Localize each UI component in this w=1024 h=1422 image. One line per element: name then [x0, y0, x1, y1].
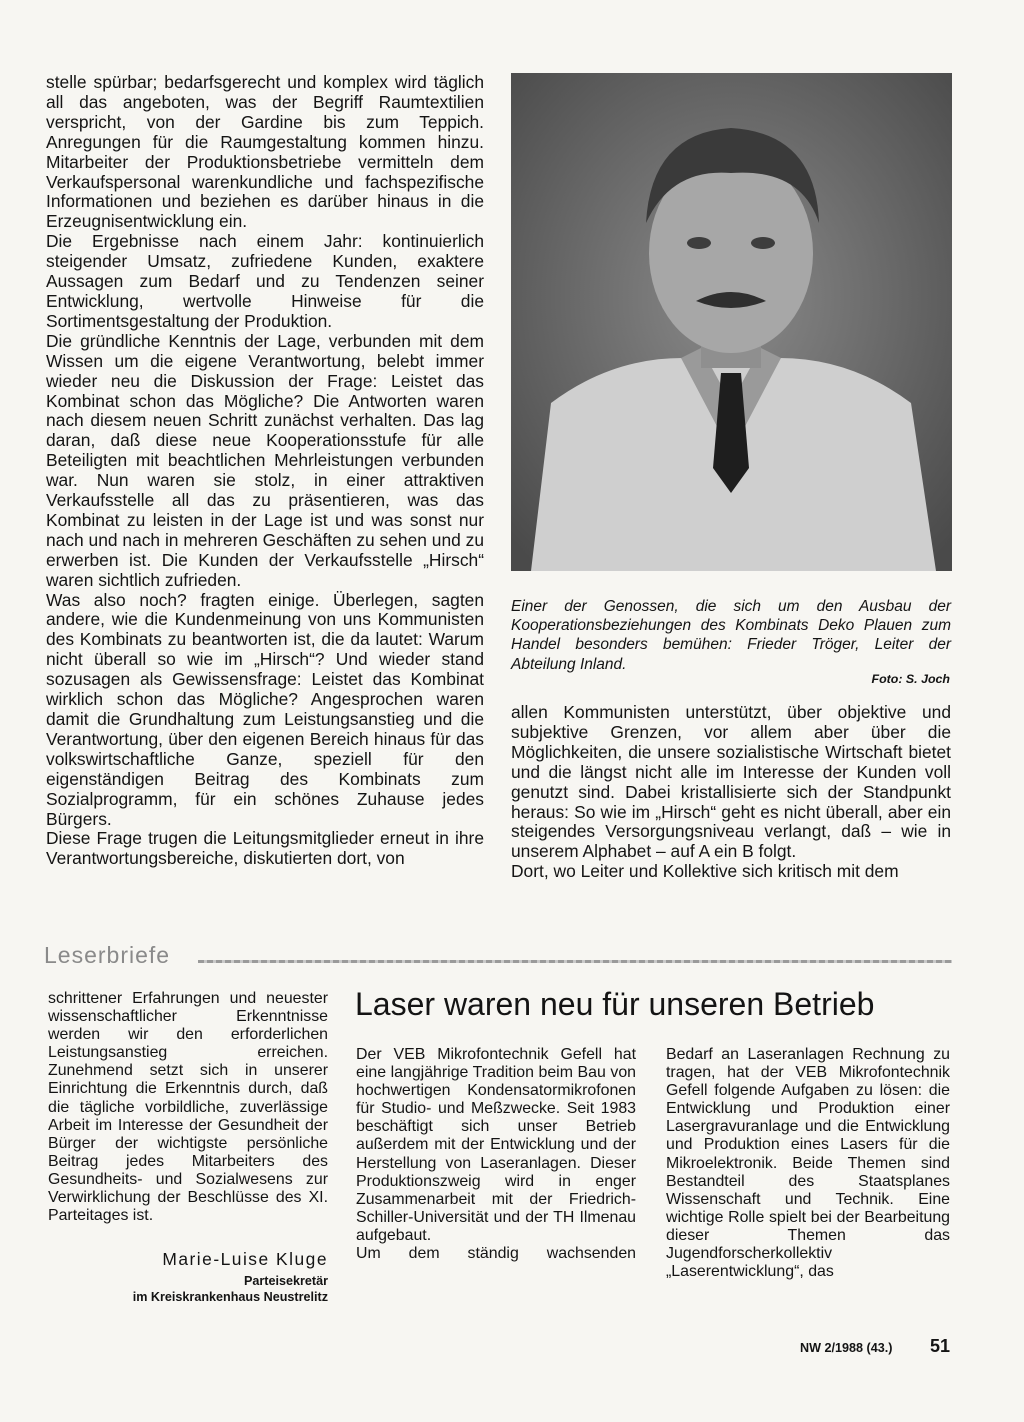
paragraph: Die gründliche Kenntnis der Lage, verbunden mit dem Wissen um die eigene Verantwortung, belebt immer wieder neu die Diskussion der Frage: Leistet das Kombinat schon das Mögliche? Die Antworten waren nach diesem neuen Schritt zunächst verhalten. Das lag daran, daß diese neue Kooperationsstufe für alle Beteiligten mit beachtlichen Mehrleistungen verbunden war. Nun waren sie stolz, in einer attraktiven Verkaufsstelle all das zu präsentieren, was das Kombinat zu leisten in der Lage ist und was sonst nur nach und nach in mehreren Geschäften zu sehen und zu erwerben ist. Die Kunden der Verkaufsstelle „Hirsch“ waren sichtlich zufrieden. [46, 330, 484, 590]
section-label: Leserbriefe [44, 942, 171, 968]
paragraph: Was also noch? fragten einige. Überlegen, sagten andere, wie die Kundenmeinung von uns Kommunisten des Kombinats zu beantworten ist, die da lautet: Warum nicht überall so wie im „Hirsch“? Und wieder stand sozusagen als Gewissensfrage: Leistet das Kombinat wirklich schon das Mögliche? Angesprochen waren damit die Grundhaltung zum Leistungsanstieg und die Verantwortung, über den eigenen Bereich hinaus für das volkswirtschaftliche Ganze, speziell für den eigenständigen Beitrag des Kombinats zum Sozialprogramm, für ein schönes Zuhause jedes Bürgers. [46, 589, 484, 829]
letter-body: schrittener Erfahrungen und neuester wissenschaftlicher Erkenntnisse werden wir den erforderlichen Leistungsanstieg erreichen. Zunehmend setzt sich in unserer Einrichtung die Erkenntnis durch, daß die tägliche vorbildliche, zuverlässige Arbeit im Interesse der Gesundheit der Bürger der wichtigste persönliche Beitrag jedes Mitarbeiters des Gesundheits- und Sozialwesens zur Verwirklichung der Beschlüsse des XI. Parteitages ist. [48, 990, 328, 1225]
role-line: Parteisekretär [243, 1274, 328, 1288]
paragraph: Die Ergebnisse nach einem Jahr: kontinuierlich steigender Umsatz, zufriedene Kunden, exaktere Aussagen zum Bedarf und zu Tendenzen seiner Entwicklung, wertvolle Hinweise für die Sortimentsgestaltung der Produktion. [46, 231, 484, 331]
portrait-illustration [511, 73, 952, 571]
issue-reference: NW 2/1988 (43.) [800, 1341, 893, 1355]
paragraph: Um dem ständig wachsenden [356, 1245, 636, 1263]
paragraph: Dort, wo Leiter und Kollektive sich kritisch mit dem [511, 861, 899, 882]
article-headline: Laser waren neu für unseren Betrieb [355, 986, 875, 1022]
paragraph: stelle spürbar; bedarfsgerecht und komplex wird täglich all das angeboten, was der Begriff Raumtextilien verspricht, von der Gardine bis zum Teppich. Anregungen für die Raumgestaltung kommen hinzu. Mitarbeiter der Produktionsbetriebe vermitteln dem Verkaufspersonal warenkundliche und fachspezifische Informationen und beziehen es darüber hinaus in die Erzeugnisentwicklung ein. [46, 72, 484, 232]
paragraph: Diese Frage trugen die Leitungsmitglieder erneut in ihre Verantwortungsbereiche, diskutierten dort, von [46, 828, 484, 869]
paragraph: allen Kommunisten unterstützt, über objektive und subjektive Grenzen, vor allem aber über die Möglichkeiten, die unsere sozialistische Wirtschaft bietet und die längst nicht alle im Interesse der Kunden voll genutzt sind. Dabei kristallisierte sich der Standpunkt heraus: So wie im „Hirsch“ geht es nicht überall, aber ein steigendes Versorgungsniveau verlangt, daß – wie in unserem Alphabet – auf A ein B folgt. [511, 702, 951, 862]
letter-signature: Marie-Luise Kluge [162, 1249, 328, 1269]
article-right-column [511, 703, 951, 882]
section-divider [198, 960, 952, 963]
page-number: 51 [930, 1336, 951, 1356]
photo-caption: Einer der Genossen, die sich um den Ausbau der Kooperationsbeziehungen des Kombinats Deko Plauen zum Handel besonders bemühen: Frieder Tröger, Leiter der Abteilung Inland. [511, 598, 951, 673]
article-left-column [46, 73, 484, 869]
laser-article-column-1 [356, 1046, 636, 1263]
letter-column [48, 990, 328, 1225]
portrait-photo [511, 73, 952, 571]
letter-author-role [48, 1274, 328, 1305]
role-line: im Kreiskrankenhaus Neustrelitz [132, 1289, 328, 1304]
laser-article-column-2 [666, 1046, 950, 1281]
photo-credit: Foto: S. Joch [871, 672, 950, 686]
paragraph: Bedarf an Laseranlagen Rechnung zu tragen, hat der VEB Mikrofontechnik Gefell folgende Aufgaben zu lösen: die Entwicklung und Produktion einer Lasergravuranlage und die Entwicklung und Produktion eines Lasers für die Mikroelektronik. Beide Themen sind Bestandteil des Staatsplanes Wissenschaft und Technik. Eine wichtige Rolle spielt bei der Bearbeitung dieser Themen das Jugendforscherkollektiv „Laserentwicklung“, das [666, 1046, 950, 1281]
paragraph: Der VEB Mikrofontechnik Gefell hat eine langjährige Tradition beim Bau von hochwertigen Kondensatormikrofonen für Studio- und Meßzwecke. Seit 1983 beschäftigt sich unser Betrieb außerdem mit der Entwicklung und der Herstellung von Laseranlagen. Dieser Produktionszweig wird in enger Zusammenarbeit mit der Friedrich-Schiller-Universität und der TH Ilmenau aufgebaut. [356, 1046, 636, 1244]
